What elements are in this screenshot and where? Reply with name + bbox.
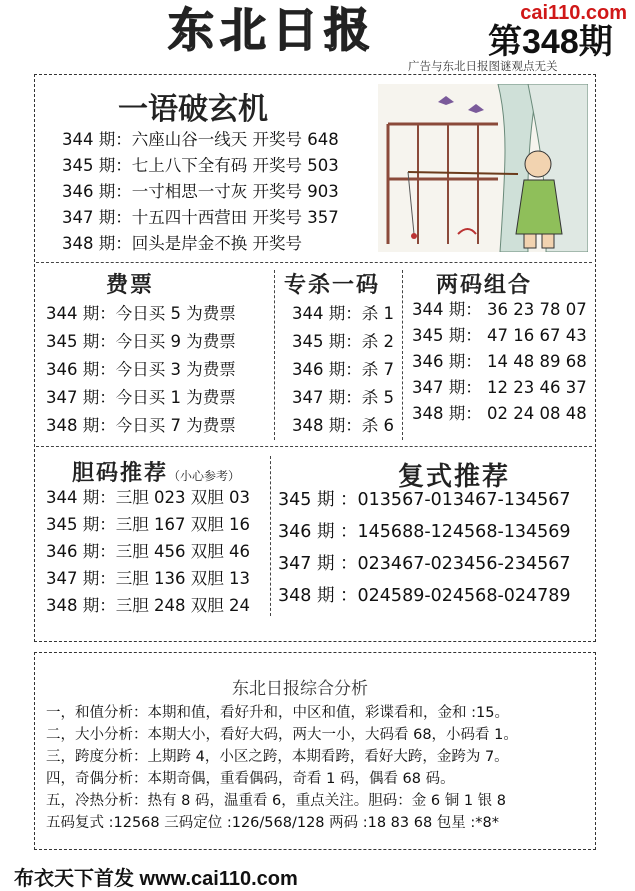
disclaimer: 广告与东北日报图谜观点无关 xyxy=(408,59,558,73)
yiyu-heading: 一语破玄机 xyxy=(118,92,268,127)
feipiao-heading: 费票 xyxy=(106,272,155,298)
zhuansha-row: 344 期：杀 1 xyxy=(292,304,394,323)
column-divider xyxy=(270,456,271,616)
yiyu-row: 347 期：十五四十西营田 开奖号 357 xyxy=(62,208,339,227)
masthead-title: 东北日报 xyxy=(168,3,376,57)
liangma-row: 347 期： 12 23 46 37 xyxy=(412,378,587,397)
liangma-row: 345 期： 47 16 67 43 xyxy=(412,326,587,345)
danma-row: 345 期：三胆 167 双胆 16 xyxy=(46,515,250,534)
section-divider xyxy=(36,446,592,447)
liangma-row: 348 期： 02 24 08 48 xyxy=(412,404,587,423)
zhuansha-heading: 专杀一码 xyxy=(284,272,381,298)
fushi-row: 345 期 ：013567-013467-134567 xyxy=(278,490,571,510)
yiyu-row: 345 期：七上八下全有码 开奖号 503 xyxy=(62,156,339,175)
analysis-heading: 东北日报综合分析 xyxy=(232,679,368,699)
yiyu-row: 346 期：一寸相思一寸灰 开奖号 903 xyxy=(62,182,339,201)
analysis-row: 五码复式 :12568 三码定位 :126/568/128 两码 :18 83 68 包星 :*8* xyxy=(46,815,500,831)
danma-row: 348 期：三胆 248 双胆 24 xyxy=(46,596,250,615)
zhuansha-row: 345 期：杀 2 xyxy=(292,332,394,351)
feipiao-row: 348 期：今日买 7 为费票 xyxy=(46,416,236,435)
yiyu-row: 344 期：六座山谷一线天 开奖号 648 xyxy=(62,130,339,149)
analysis-row: 三，跨度分析：上期跨 4，小区之跨，本期看跨，看好大跨，金跨为 7。 xyxy=(46,749,509,765)
danma-title: 胆码推荐 xyxy=(72,460,169,486)
analysis-row: 一，和值分析：本期和值，看好升和，中区和值，彩谍看和，金和 :15。 xyxy=(46,705,509,721)
site-url[interactable]: cai110.com xyxy=(520,2,627,24)
zhuansha-row: 348 期：杀 6 xyxy=(292,416,394,435)
analysis-row: 五，冷热分析：热有 8 码，温重看 6，重点关注。胆码：金 6 铜 1 银 8 xyxy=(46,793,506,809)
danma-row: 346 期：三胆 456 双胆 46 xyxy=(46,542,250,561)
liangma-row: 344 期： 36 23 78 07 xyxy=(412,300,587,319)
fushi-heading: 复式推荐 xyxy=(398,462,511,492)
feipiao-row: 344 期：今日买 5 为费票 xyxy=(46,304,236,323)
fushi-row: 348 期 ：024589-024568-024789 xyxy=(278,586,571,606)
danma-row: 344 期：三胆 023 双胆 03 xyxy=(46,488,250,507)
zhuansha-row: 346 期：杀 7 xyxy=(292,360,394,379)
danma-row: 347 期：三胆 136 双胆 13 xyxy=(46,569,250,588)
column-divider xyxy=(274,270,275,440)
analysis-row: 二，大小分析：本期大小，看好大码，两大一小，大码看 68，小码看 1。 xyxy=(46,727,518,743)
issue-number: 第348期 xyxy=(488,23,613,61)
section-divider xyxy=(36,262,592,263)
footer-credit[interactable]: 布衣天下首发 www.cai110.com xyxy=(14,868,298,890)
danma-heading xyxy=(72,456,240,487)
yiyu-row: 348 期：回头是岸金不换 开奖号 xyxy=(62,234,302,253)
fushi-row: 347 期 ：023467-023456-234567 xyxy=(278,554,571,574)
feipiao-row: 345 期：今日买 9 为费票 xyxy=(46,332,236,351)
fushi-row: 346 期 ：145688-124568-134569 xyxy=(278,522,571,542)
liangma-row: 346 期： 14 48 89 68 xyxy=(412,352,587,371)
liangma-heading: 两码组合 xyxy=(436,272,533,298)
zhuansha-row: 347 期：杀 5 xyxy=(292,388,394,407)
analysis-row: 四，奇偶分析：本期奇偶，重看偶码，奇看 1 码，偶看 68 码。 xyxy=(46,771,455,787)
feipiao-row: 347 期：今日买 1 为费票 xyxy=(46,388,236,407)
boy-fishing-at-window-icon xyxy=(378,84,588,252)
column-divider xyxy=(402,270,403,440)
danma-note: （小心参考） xyxy=(168,469,241,483)
feipiao-row: 346 期：今日买 3 为费票 xyxy=(46,360,236,379)
